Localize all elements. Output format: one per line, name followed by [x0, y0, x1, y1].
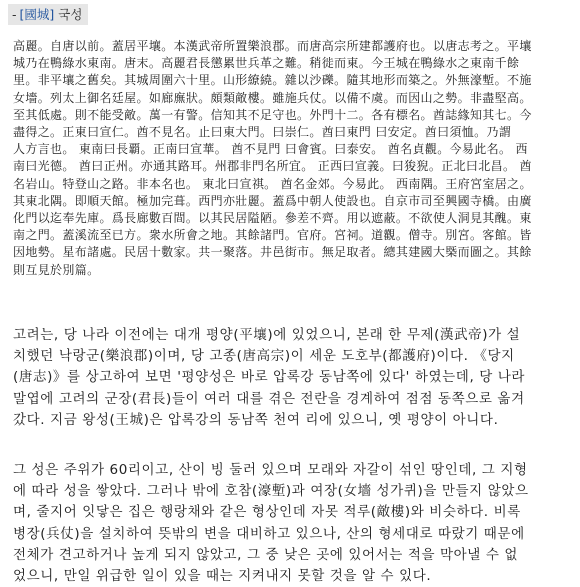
text-line: 치했던 낙랑군(樂浪郡)이며, 당 고종(唐高宗)이 세운 도호부(都護府)이다. 《당지 [13, 348, 515, 365]
text-line: 었으니, 만일 위급한 일이 있을 때는 지켜내지 못할 것을 알 수 있다. [13, 568, 432, 585]
text-line: 전체가 견고하거나 높게 되지 않았고, 그 중 낮은 곳에 있어서는 적을 막아낼 수 없 [13, 546, 518, 563]
text-line: 南曰光德。 酋曰正州。亦通其路耳。州郡非門名所宜。 正西曰宣義。曰狻猊。正北曰北昌。 酋 [13, 159, 532, 174]
text-line: 高麗。自唐以前。蓋居平壤。本漢武帝所置樂浪郡。而唐高宗所建都護府也。以唐志考之。平壤 [13, 39, 532, 53]
text-line: 女墻。列太上御名廷屋。如廊廡狀。頗類敵樓。雖施兵仗。以備不虞。而因山之勢。非盡堅高。 [13, 90, 532, 105]
text-line: 에 따라 성을 쌓았다. 그러나 밖에 호참(濠塹)과 여장(女墻 성가퀴)을 만들지 않았으 [13, 483, 529, 500]
translation-paragraph-2 [13, 460, 569, 587]
text-line: (唐志)》를 상고하여 보면 '평양성은 바로 압록강 동남쪽에 있다' 하였는데, 당 나라 [13, 369, 526, 386]
translation-paragraph-1 [13, 325, 569, 431]
text-line: 그 성은 주위가 60리이고, 산이 빙 둘러 있으며 모래와 자갈이 섞인 땅인데, 그 지형 [13, 462, 528, 478]
text-line: 병장(兵仗)을 설치하여 뜻밖의 변을 대비하고 있으나, 산의 형세대로 따랐기 때문에 [13, 525, 525, 542]
text-line: 里。非平壤之舊矣。其城周圍六十里。山形繚繞。雜以沙礫。隨其地形而築之。外無濠塹。不施 [13, 73, 532, 88]
text-line: 其東北隅。即順天館。極加完葺。西門亦壯麗。蓋爲中朝人使設也。自京市司至興國寺橋。由廣 [13, 193, 532, 208]
text-line: 며, 줄지어 잇닿은 집은 행랑채와 같은 형상인데 자못 적루(敵樓)와 비슷하다. 비록 [13, 504, 521, 521]
text-line: 盡得之。正東曰宣仁。酋不見名。止曰東大門。曰崇仁。酋曰東門 曰安定。酋曰須恤。乃謂 [13, 125, 512, 140]
heading-dash: - [12, 7, 17, 22]
classical-text [13, 38, 569, 279]
text-line: 則互見於別篇。 [13, 262, 100, 277]
heading-label: 국성 [58, 7, 83, 22]
text-line: 말엽에 고려의 군장(君長)들이 여러 대를 겪은 전란을 경계하여 점점 동쪽으로 옮겨 [13, 390, 525, 407]
heading-tag[interactable]: [國城] [19, 7, 55, 22]
text-line: 因地勢。星布諸處。民居十數家。共一聚落。井邑街市。無足取者。總其建國大槩而圖之。其餘 [13, 245, 532, 260]
text-line: 名岩山。特登山之路。非本名也。 東北曰宣祺。 酋名金郊。今易此。 西南隅。王府宮室居之。 [13, 176, 532, 191]
text-line: 城乃在鴨綠水東南。唐末。高麗君長懲累世兵革之難。稍徙而東。今王城在鴨綠水之東南千餘 [13, 56, 520, 71]
text-line: 化門以迄奉先庫。爲長廊數百間。以其民居隘陋。參差不齊。用以遮蔽。不欲使人洞見其醜。東 [13, 211, 532, 226]
text-line: 갔다. 지금 왕성(王城)은 압록강의 동남쪽 천여 리에 있으니, 옛 평양이 아니다. [13, 411, 499, 428]
section-heading [8, 4, 88, 25]
text-line: 南之門。蓋溪流至已方。衆水所會之地。其餘諸門。官府。宮祠。道觀。僧寺。別宮。客館。皆 [13, 228, 532, 243]
text-line: 至其低處。則不能受敵。萬一有警。信知其不足守也。外門十二。各有標名。酋誌緣知其七。今 [13, 107, 532, 122]
text-line: 人方言也。 東南曰長覇。正南曰宣華。 酋不見門 曰會賓。曰泰安。 酋名貞觀。今易此名。 西 [13, 142, 528, 157]
text-line: 고려는, 당 나라 이전에는 대개 평양(平壤)에 있었으니, 본래 한 무제(漢武帝)가 설 [13, 327, 521, 343]
